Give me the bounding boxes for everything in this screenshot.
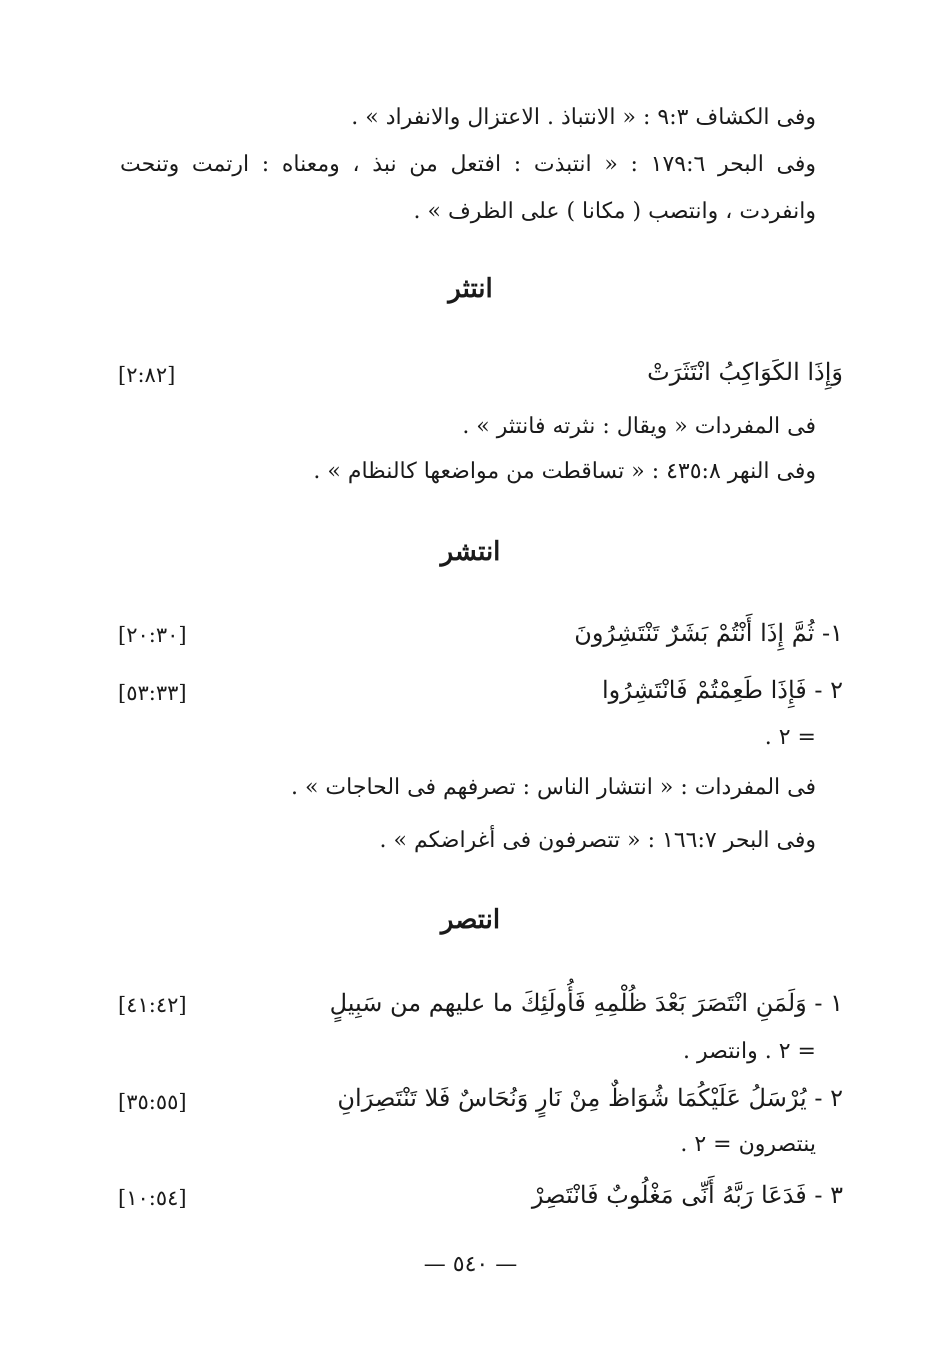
entry-heading-intashar: انتشر	[440, 537, 501, 567]
verse-text: ٢ - فَإِذَا طَعِمْتُمْ فَانْتَشِرُوا	[601, 676, 843, 704]
intro-line-2: وفى البحر ١٧٩:٦ : « انتبذت : افتعل من نبذ ، ومعناه : ارتمت وتنحت	[120, 152, 816, 177]
entry-heading-intasar: انتصر	[440, 905, 501, 935]
verse-reference: [٢٠:٣٠]	[118, 623, 187, 647]
sub-note: = ٢ . وانتصر .	[683, 1039, 816, 1064]
verse-text: وَإِذَا الكَوَاكِبُ انْتَثَرَتْ	[647, 358, 843, 386]
verse-text: ١ - وَلَمَنِ انْتَصَرَ بَعْدَ ظُلْمِهِ فَأُولَئِكَ ما عليهم من سَبِيلٍ	[329, 989, 843, 1017]
verse-text: ١- ثُمَّ إِذَا أَنْتُمْ بَشَرٌ تَنْتَشِرُونَ	[574, 619, 843, 647]
intro-line-3: وانفردت ، وانتصب ( مكانا ) على الظرف » .	[413, 199, 816, 224]
verse-text: ٢ - يُرْسَلُ عَلَيْكُمَا شُوَاظٌ مِنْ نَارٍ وَنُحَاسٌ فَلا تَنْتَصِرَانِ	[337, 1084, 843, 1112]
verse-reference: [٤١:٤٢]	[118, 993, 187, 1017]
equals-note: = ٢ .	[764, 725, 816, 750]
verse-reference: [١٠:٥٤]	[118, 1186, 187, 1210]
note-line: وفى البحر ١٦٦:٧ : « تتصرفون فى أغراضكم » .	[379, 828, 816, 853]
note-line: فى المفردات : « انتشار الناس : تصرفهم فى الحاجات » .	[290, 775, 816, 800]
verse-reference: [٥٣:٣٣]	[118, 681, 187, 705]
page-number: — ٥٤٠ —	[423, 1252, 518, 1277]
verse-reference: [٣٥:٥٥]	[118, 1090, 187, 1114]
sub-note: ينتصرون = ٢ .	[680, 1132, 816, 1157]
verse-text: ٣ - فَدَعَا رَبَّهُ أَنِّى مَغْلُوبٌ فَانْتَصِرْ	[531, 1181, 843, 1209]
entry-heading-intathar: انتثر	[448, 274, 493, 304]
intro-line-1: وفى الكشاف ٩:٣ : « الانتباذ . الاعتزال والانفراد » .	[351, 105, 816, 130]
verse-reference: [٢:٨٢]	[118, 363, 176, 387]
note-line: فى المفردات « ويقال : نثرته فانتثر » .	[462, 414, 816, 439]
note-line: وفى النهر ٤٣٥:٨ : « تساقطت من مواضعها كالنظام » .	[313, 459, 816, 484]
